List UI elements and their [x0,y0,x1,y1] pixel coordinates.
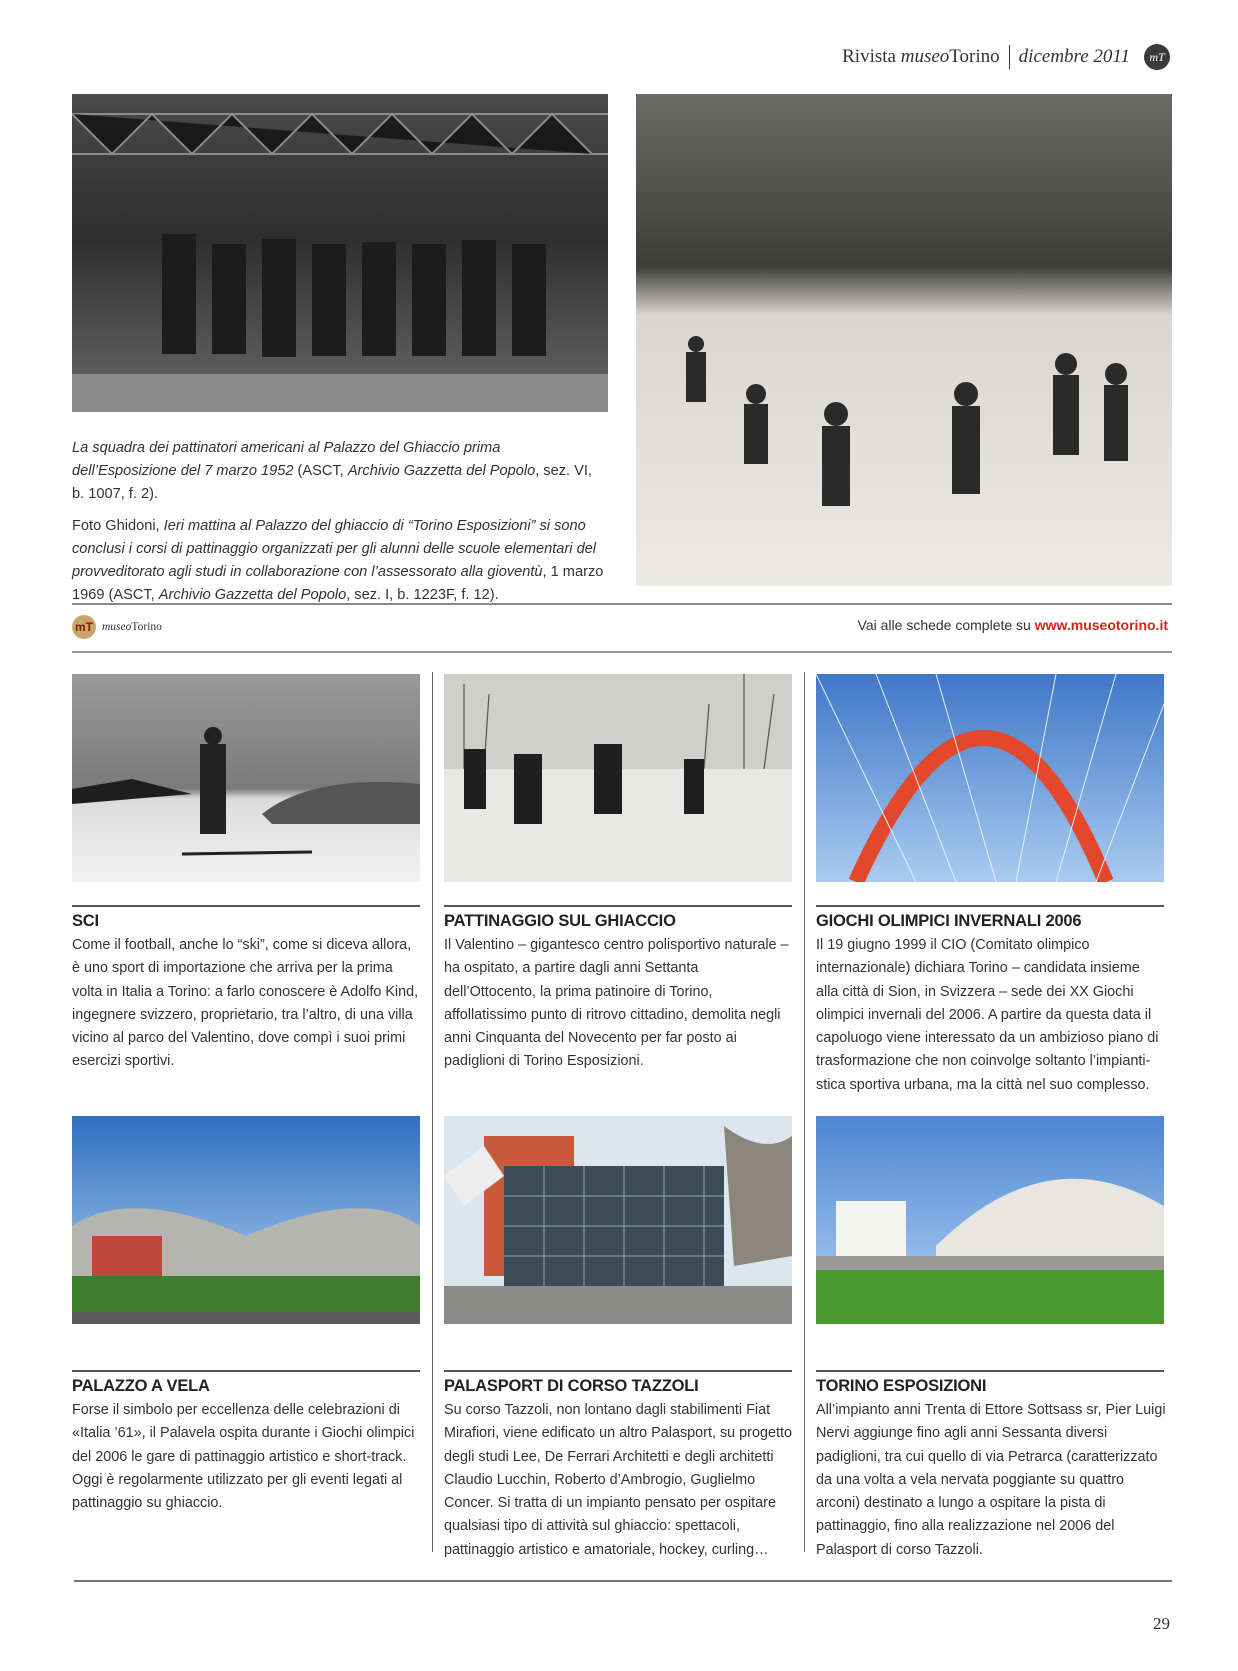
header-rivista: Rivista [842,46,896,67]
header-date: dicembre 2011 [1018,46,1130,67]
caption-skaters-source-a: (ASCT, [293,463,348,479]
photo-palazzo-a-vela [72,1116,420,1324]
museotorino-brand [72,615,162,639]
title-rule-6 [816,1370,1164,1372]
title-rule-5 [444,1370,792,1372]
museotorino-link-text: Vai alle schede complete su [857,617,1035,633]
caption-rink [72,515,608,607]
page-number: 29 [1153,1614,1170,1633]
museotorino-badge-icon: mT [72,615,96,639]
title-rule-3 [816,905,1164,907]
museotorino-link [858,617,1168,633]
divider-bottom [72,651,1172,653]
item-text-palasport: Su corso Tazzoli, non lontano dagli stabilimenti Fiat Mirafiori, viene edificato un altro Palasport, su progetto degli studi Lee, De Ferrari Architetti e degli architetti Claudio Lucchin, Roberto d’Ambrogio, Guglielmo Concer. Si tratta di un impianto pensato per ospitare qualsiasi tipo di attività sul ghiaccio: spettacoli, pattinaggio artistico e amatoriale, hockey, curling… [444,1402,792,1558]
title-rule-4 [72,1370,420,1372]
item-title-sci: SCI [72,912,99,930]
magazine-header [842,44,1170,70]
museotorino-logo-icon: mT [1144,44,1170,70]
caption-rink-date: , 1 marzo 1969 (ASCT, [72,564,604,603]
item-title-pattinaggio: PATTINAGGIO SUL GHIACCIO [444,912,676,930]
caption-rink-archive: Archivio Gazzetta del Popolo [158,587,347,603]
header-torino: Torino [949,46,1000,67]
photo-american-skaters [72,94,608,412]
item-title-torino-esposizioni: TORINO ESPOSIZIONI [816,1377,987,1395]
museotorino-name-italic: museo [102,621,132,633]
photo-palasport-tazzoli [444,1116,792,1324]
item-text-pattinaggio: Il Valentino – gigantesco centro polisportivo naturale – ha ospitato, a partire dagli anni Settanta dell’Ottocento, la prima patinoire di Torino, affollatissimo punto di ritrovo cittadino, demolita negli anni Cinquanta del Novecento per far posto ai padiglioni di Torino Esposizioni. [444,937,789,1070]
footer-rule [74,1580,1172,1582]
caption-skaters-archive: Archivio Gazzetta del Popolo [347,463,536,479]
photo-olympic-arch [816,674,1164,882]
divider-top [72,603,1172,605]
column-divider-2 [804,672,805,1552]
photo-captions [72,437,608,616]
title-rule-1 [72,905,420,907]
header-museo: museo [900,46,950,67]
photo-ski [72,674,420,882]
caption-rink-source: , sez. I, b. 1223F, f. 12). [346,587,499,603]
item-title-palazzo-a-vela: PALAZZO A VELA [72,1377,210,1395]
header-separator [1009,45,1010,69]
item-text-palazzo-a-vela: Forse il simbolo per eccellenza delle celebrazioni di «Italia ’61», il Palavela ospita durante i Giochi olimpici del 2006 le gare di pattinaggio artistico e short-track. Oggi è regolarmente utilizzato per gli eventi legati al pattinaggio su ghiaccio. [72,1402,415,1512]
column-divider-1 [432,672,433,1552]
caption-skaters-title: La squadra dei pattinatori americani al Palazzo del Ghiaccio prima dell’Esposizione del 7 marzo 1952 [72,440,501,479]
museotorino-url-link[interactable]: www.museotorino.it [1034,617,1168,633]
item-title-giochi-olimpici: GIOCHI OLIMPICI INVERNALI 2006 [816,912,1082,930]
caption-rink-title: Ieri mattina al Palazzo del ghiaccio di “Torino Esposizioni” si sono conclusi i corsi di pattinaggio organizzati per gli alunni delle scuole elementari del provveditorato agli studi in collaborazione con l’assessorato alla gioventù [72,518,597,580]
photo-torino-esposizioni [816,1116,1164,1324]
item-text-giochi-olimpici: Il 19 giugno 1999 il CIO (Comitato olimpico internazionale) dichiara Torino – candidata insieme alla città di Sion, in Svizzera – sede dei XX Giochi olimpici invernali del 2006. A partire da questa data il capoluogo viene interessato da un ambizioso piano di trasformazione che non coinvolge soltanto l’impianti-stica sportiva urbana, ma la città nel suo complesso. [816,937,1159,1093]
item-text-sci: Come il football, anche lo “ski”, come si diceva allora, è uno sport di importazione che arriva per la prima volta in Italia a Torino: a farlo conoscere è Adolfo Kind, ingegnere svizzero, proprietario, tra l’altro, di una villa vicino al parco del Valentino, dove compì i suoi primi esercizi sportivi. [72,937,419,1070]
caption-skaters [72,437,608,506]
caption-skaters-source-b: , sez. VI, b. 1007, f. 2). [72,463,592,502]
title-rule-2 [444,905,792,907]
photo-crowded-ice-rink [636,94,1172,586]
museotorino-name [102,621,162,633]
museotorino-name-plain: Torino [131,621,162,633]
caption-rink-credit: Foto Ghidoni, [72,518,164,534]
item-text-torino-esposizioni: All’impianto anni Trenta di Ettore Sottsass sr, Pier Luigi Nervi aggiunge fino agli anni Sessanta diversi padiglioni, tra cui quello di via Petrarca (caratterizzato da una volta a vela nervata poggiante su quattro arconi) destinato a lungo a ospitare la pista di pattinaggio, fino alla realizzazione nel 2006 del Palasport di corso Tazzoli. [816,1402,1166,1558]
photo-ice-skating-valentino [444,674,792,882]
item-title-palasport: PALASPORT DI CORSO TAZZOLI [444,1377,699,1395]
